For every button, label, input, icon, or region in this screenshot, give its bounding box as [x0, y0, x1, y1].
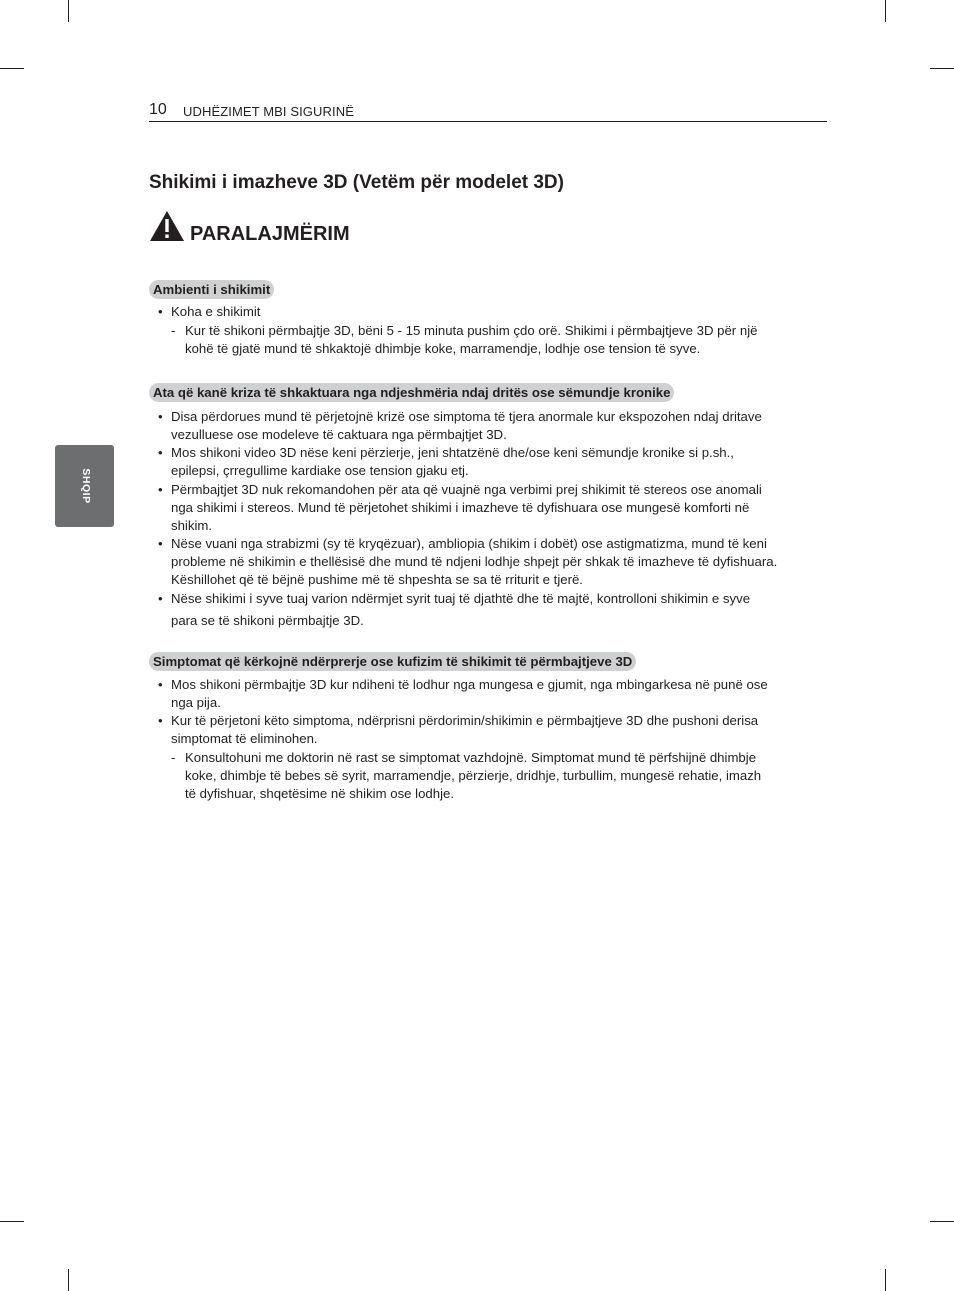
crop-mark [885, 0, 886, 22]
bullet-mark: • [158, 445, 163, 460]
bullet-mark: • [158, 536, 163, 551]
bullet-mark: • [158, 482, 163, 497]
list-item-line: nga shikimi i stereos. Mund të përjetohet shikimi i imazheve të dyfishuara ose mungesë komforti në [171, 500, 750, 515]
bullet-mark: • [158, 713, 163, 728]
bullet-mark: • [158, 304, 163, 319]
list-item-line: simptomat të eliminohen. [171, 731, 318, 746]
list-item-line: probleme në shikimin e thellësisë dhe mund të ndjeni lodhje shpejt për shkak të imazheve të dyfishuara. [171, 554, 778, 569]
header-title: UDHËZIMET MBI SIGURINË [183, 104, 354, 119]
list-item-line: Kur të përjetoni këto simptoma, ndërprisni përdorimin/shikimin e përmbajtjeve 3D dhe pushoni derisa [171, 713, 759, 728]
crop-mark [0, 1221, 24, 1222]
list-item-line: Kur të shikoni përmbajtje 3D, bëni 5 - 15 minuta pushim çdo orë. Shikimi i përmbajtjeve 3D për një [185, 323, 758, 338]
crop-mark [68, 1269, 69, 1291]
list-item-line: Nëse shikimi i syve tuaj varion ndërmjet syrit tuaj të djathtë dhe të majtë, kontrolloni shikimin e syve [171, 591, 751, 606]
subheading-symptoms: Simptomat që kërkojnë ndërprerje ose kufizim të shikimit të përmbajtjeve 3D [149, 652, 636, 671]
list-item-line: koke, dhimbje të bebes së syrit, marramendje, përzierje, dridhje, turbullim, mungesë rehatie, imazh [185, 768, 762, 783]
list-item-line: Përmbajtjet 3D nuk rekomandohen për ata që vuajnë nga verbimi prej shikimit të stereos ose anomali [171, 482, 762, 497]
page-number: 10 [149, 101, 167, 118]
bullet-mark: • [158, 591, 163, 606]
list-item: Koha e shikimit [171, 304, 261, 319]
list-item-line: Disa përdorues mund të përjetojnë krizë ose simptoma të tjera anormale kur ekspozohen ndaj dritave [171, 409, 762, 424]
list-item-line: shikim. [171, 518, 213, 533]
dash-mark: - [171, 750, 176, 765]
list-item-line: para se të shikoni përmbajtje 3D. [171, 613, 364, 628]
bullet-mark: • [158, 409, 163, 424]
subheading-viewing-environment: Ambienti i shikimit [149, 280, 274, 299]
list-item-line: Këshillohet që të bëjnë pushime më të shpeshta se sa të rriturit e tjerë. [171, 572, 583, 587]
list-item-line: epilepsi, çrregullime kardiake ose tension gjaku etj. [171, 463, 469, 478]
list-item-line: kohë të gjatë mund të shkaktojë dhimbje koke, marramendje, lodhje ose tension të syve. [185, 341, 701, 356]
crop-mark [0, 68, 24, 69]
list-item-line: Nëse vuani nga strabizmi (sy të kryqëzuar), ambliopia (shikim i dobët) ose astigmatizma, mund të keni [171, 536, 767, 551]
subheading-photosensitivity: Ata që kanë kriza të shkaktuara nga ndjeshmëria ndaj dritës ose sëmundje kronike [149, 383, 674, 402]
list-item-line: të dyfishuar, shqetësime në shikim ose lodhje. [185, 786, 455, 801]
list-item-line: Mos shikoni përmbajtje 3D kur ndiheni të lodhur nga mungesa e gjumit, nga mbingarkesa në punë ose [171, 677, 768, 692]
list-item-line: vezulluese ose modeleve të caktuara nga përmbajtjet 3D. [171, 427, 507, 442]
bullet-mark: • [158, 677, 163, 692]
warning-label: PARALAJMËRIM [190, 223, 350, 245]
dash-mark: - [171, 323, 176, 338]
section-title: Shikimi i imazheve 3D (Vetëm për modelet 3D) [149, 172, 564, 193]
warning-triangle-icon [149, 210, 185, 242]
crop-mark [68, 0, 69, 22]
page-header [149, 100, 827, 122]
list-item-line: Konsultohuni me doktorin në rast se simptomat vazhdojnë. Simptomat mund të përfshijnë dhimbje [185, 750, 757, 765]
crop-mark [930, 1221, 954, 1222]
crop-mark [885, 1269, 886, 1291]
list-item-line: nga pija. [171, 695, 221, 710]
language-tab-label: SHQIP [80, 468, 92, 504]
crop-mark [930, 68, 954, 69]
language-tab [55, 445, 114, 527]
list-item-line: Mos shikoni video 3D nëse keni përzierje, jeni shtatzënë dhe/ose keni sëmundje kronike si p.sh., [171, 445, 734, 460]
